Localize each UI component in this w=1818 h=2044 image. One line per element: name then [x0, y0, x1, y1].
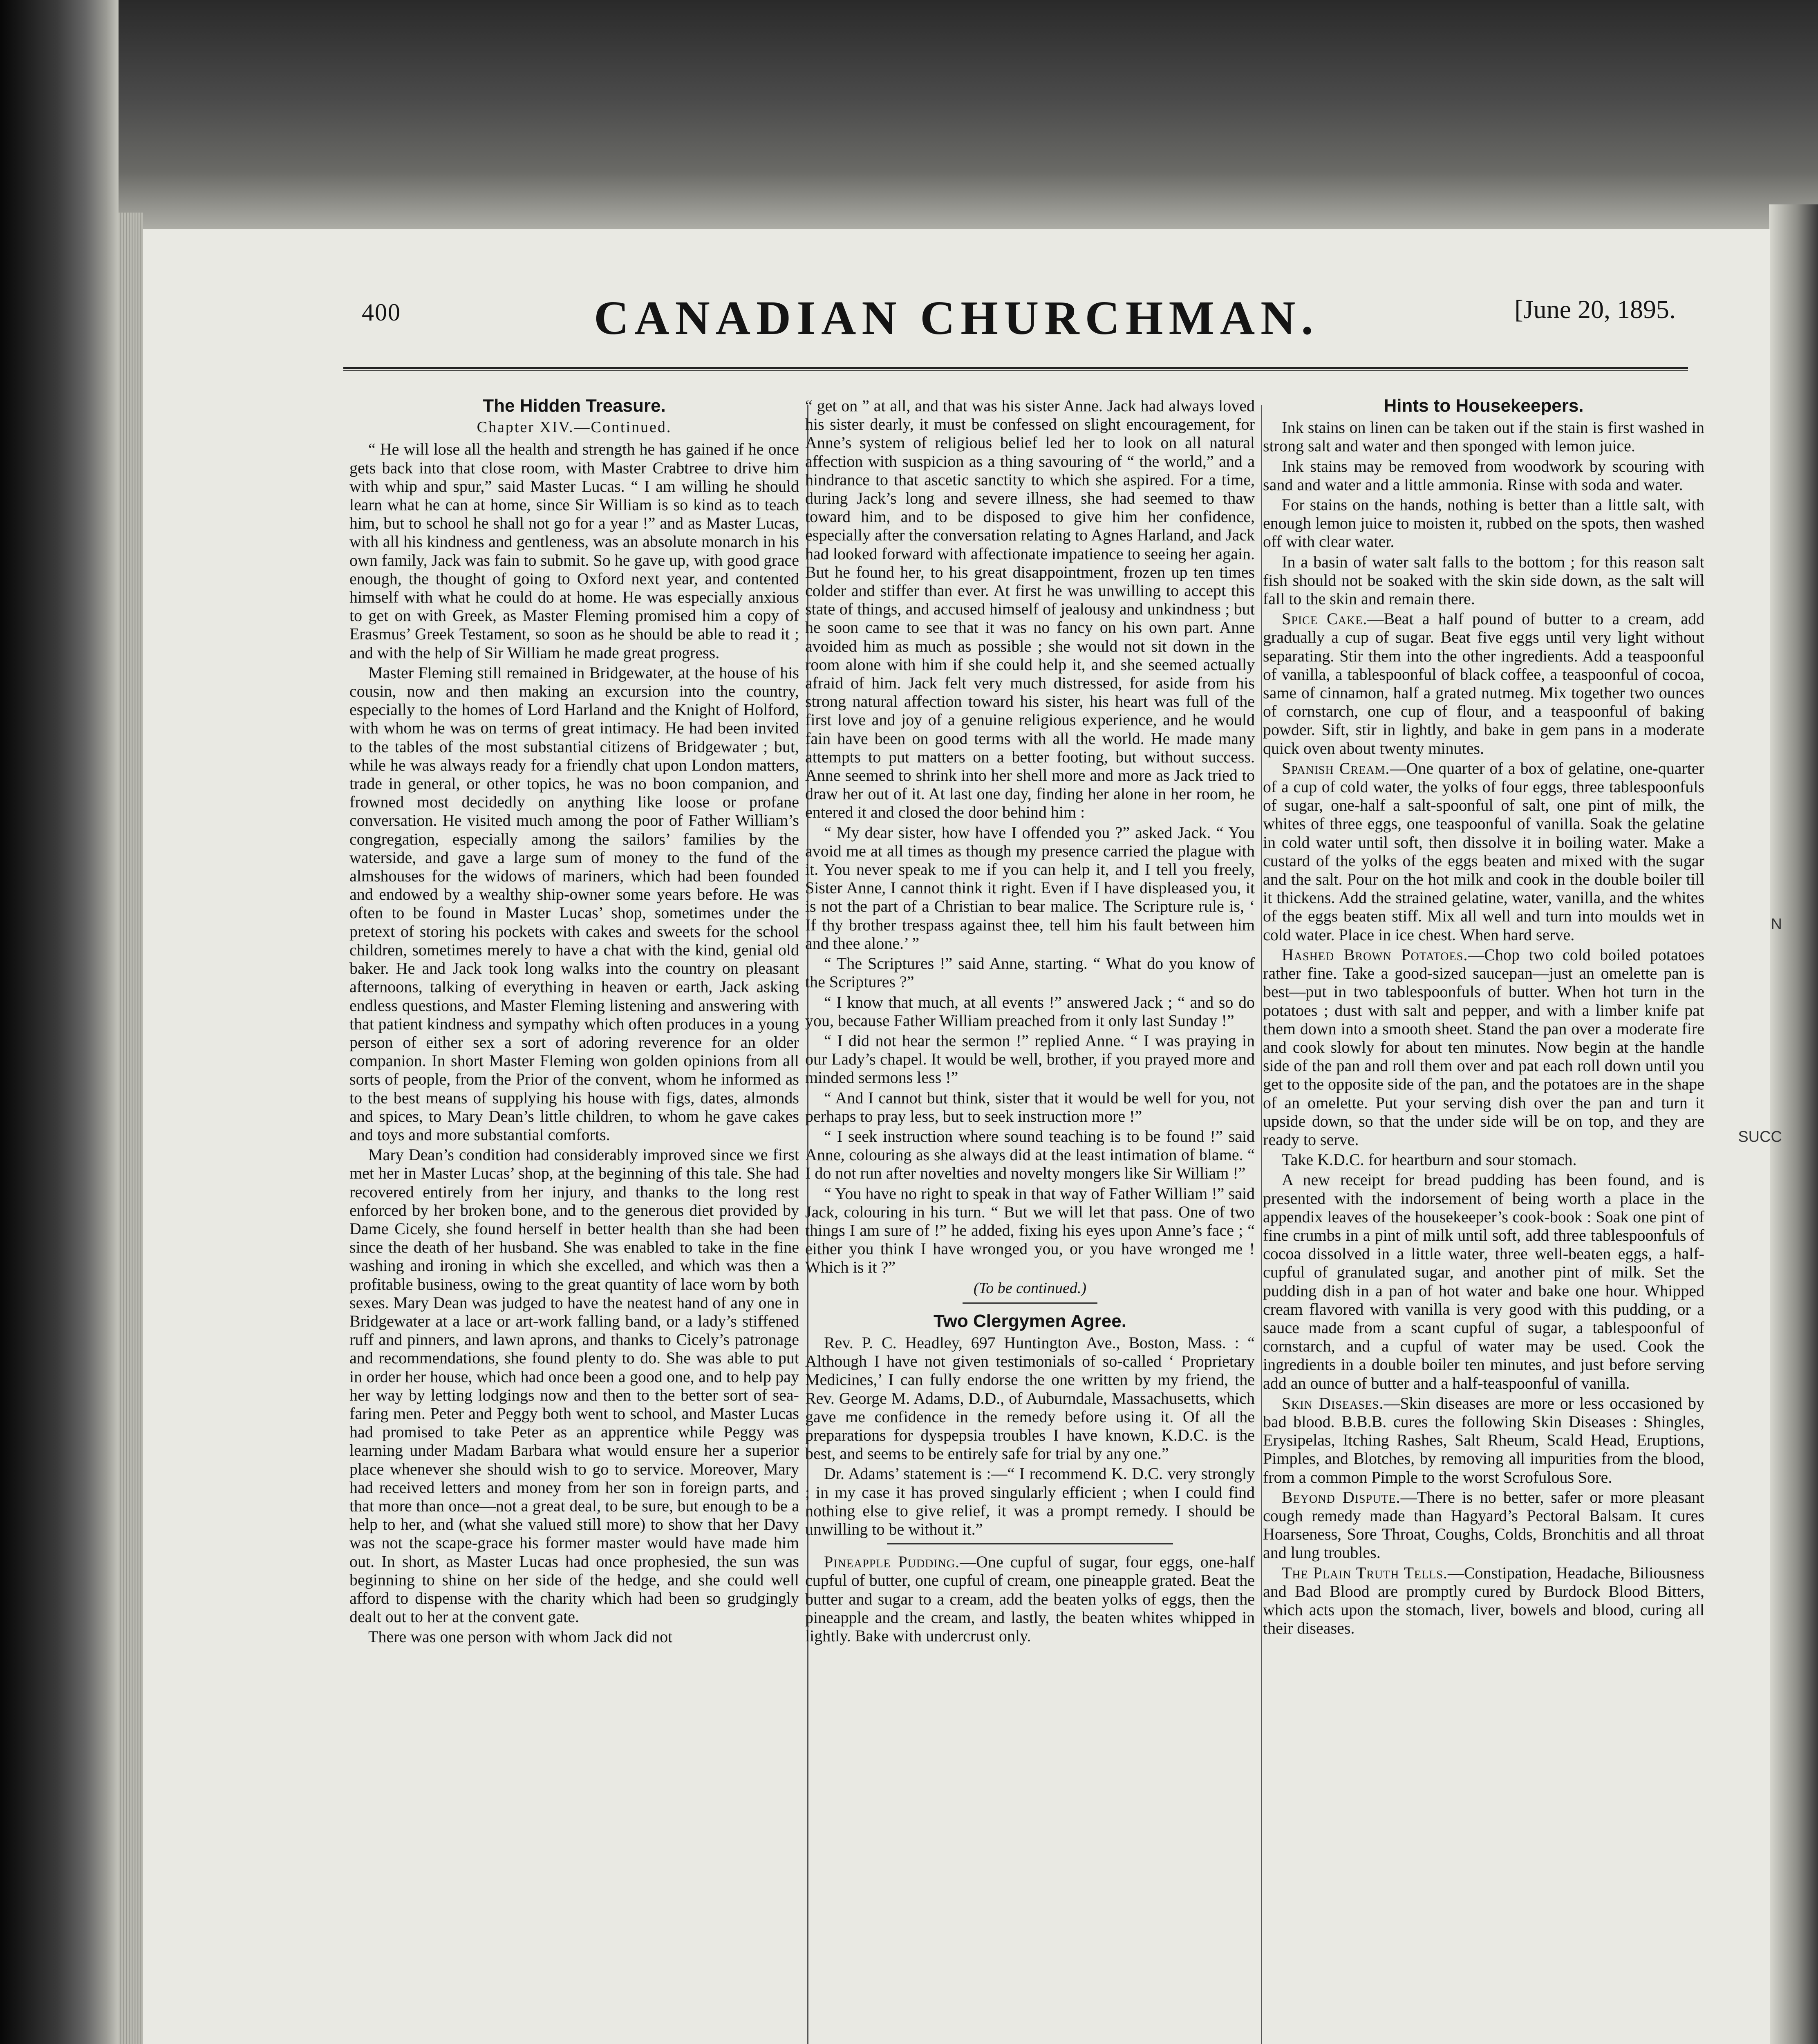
- skin-diseases: [1263, 1394, 1704, 1486]
- edge-fragment: SUCC: [1738, 1128, 1782, 1145]
- story-paragraph: “ I did not hear the sermon !” replied Anne. “ I was praying in our Lady’s chapel. It would be well, brother, if you prayed more and minded sermons less !”: [805, 1031, 1255, 1087]
- right-edge-shadow: [1769, 204, 1818, 2044]
- story-paragraph: “ He will lose all the health and strength he has gained if he once gets back into that close room, with Master Crabtree to drive him with whip and spur,” said Master Lucas. “ I am willing he should learn what he can at home, since Sir William is so kind as to teach him, but to school he shall not go for a year !” and as Master Lucas, with all his kindness and gentleness, was an absolute monarch in his own family, Jack was fain to submit. So he gave up, with good grace enough, the thought of going to Oxford next year, and contented himself with what he could do at home. He was especially anxious to get on with Greek, as Master Fleming promised him a copy of Erasmus’ Greek Testament, so soon as he should be able to read it ; and with the help of Sir William he made great progress.: [349, 440, 799, 662]
- story-paragraph: “ I know that much, at all events !” answered Jack ; “ and so do you, because Father William preached from it only last Sunday !”: [805, 993, 1255, 1030]
- column-1: [349, 397, 799, 1648]
- plain-truth: [1263, 1564, 1704, 1638]
- beyond-dispute: [1263, 1488, 1704, 1562]
- hints-title: Hints to Housekeepers.: [1384, 396, 1584, 416]
- bread-pudding: A new receipt for bread pudding has been found, and is presented with the indorsement of being worth a place in the appendix leaves of the housekeeper’s cook-book : Soak one pint of fine crumbs in a pint of milk until soft, add three tablespoonfuls of cocoa dissolved in a little water, three well-beaten eggs, a half-cupful of granulated sugar, and another pint of milk. Set the pudding dish in a pan of hot water and bake one hour. Whipped cream flavored with vanilla is very good with this pudding, or a sauce made from a scant cupful of sugar, a tablespoonful of cornstarch, and a cupful of water may be used. Cook the ingredients in a double boiler ten minutes, and just before serving add an ounce of butter and a half-teaspoonful of vanilla.: [1263, 1170, 1704, 1392]
- masthead-rule-thin: [343, 370, 1688, 371]
- hashed-potatoes-text: —Chop two cold boiled potatoes rather fine. Take a good-sized saucepan—just an omelette pan is best—put in two tablespoonfuls of butter. When hot turn in the potatoes ; dust with salt and pepper, and with a limber knife pat them down into a smooth sheet. Stand the pan over a moderate fire and cook slowly for about ten minutes. Now begin at the handle side of the pan and roll them over and pat each roll down until you get to the opposite side of the pan, and the potatoes are in the shape of an omelette. Put your serving dish over the pan and turn it upside down, so that the under side will be on top, and they are ready to serve.: [1263, 945, 1705, 1149]
- plain-truth-head: The Plain Truth Tells.: [1282, 1563, 1448, 1582]
- masthead-rule: [343, 367, 1688, 369]
- page-edges: [119, 213, 143, 2044]
- beyond-dispute-head: Beyond Dispute.: [1282, 1488, 1401, 1506]
- to-be-continued: (To be continued.): [973, 1279, 1087, 1297]
- story-paragraph: Master Fleming still remained in Bridgewater, at the house of his cousin, now and then making an excursion into the country, especially to the homes of Lord Harland and the Knight of Holford, with whom he was on terms of great intimacy. He had been invited to the tables of the most substantial citizens of Bridgewater ; but, while he was always ready for a friendly chat upon London matters, trade in general, or other topics, he was no boon companion, and frowned most decidedly on anything like loose or profane conversation. He visited much among the poor of Father William’s congregation, especially among the sailors’ families by the waterside, and gave a large sum of money to the fund of the almshouses for the widows of mariners, which had been founded and endowed by a wealthy ship-owner some years before. He was often to be found in Master Lucas’ shop, sometimes under the pretext of storing his pockets with cakes and sweets for the school children, sometimes merely to have a chat with the kind, genial old baker. He and Jack took long walks into the country on pleasant afternoons, talking of everything in heaven or earth, Jack asking endless questions, and Master Fleming listening and answering with that patient kindness and sympathy which often produces in a young person of either sex a sort of adoring reverence for an older companion. In short Master Fleming won golden opinions from all sorts of people, from the Prior of the convent, whom he informed as to the best means of supplying his house with figs, dates, almonds and spices, to Mary Dean’s little children, to whom he gave cakes and toys and more substantial comforts.: [349, 663, 799, 1144]
- page-number: 400: [362, 299, 401, 326]
- hint-paragraph: Ink stains may be removed from woodwork by scouring with sand and water and a little ammonia. Rinse with soda and water.: [1263, 457, 1704, 494]
- story-paragraph: There was one person with whom Jack did not: [368, 1627, 673, 1646]
- story-paragraph: “ The Scriptures !” said Anne, starting. “ What do you know of the Scriptures ?”: [805, 954, 1255, 991]
- book-binding-shadow: [0, 0, 119, 2044]
- column-divider-2: [1261, 405, 1262, 2044]
- plain-truth-text: —Constipation, Headache, Biliousness and Bad Blood are promptly cured by Burdock Blood Bitters, which acts upon the stomach, liver, bowels and blood, curing all their diseases.: [1263, 1563, 1704, 1638]
- hashed-potatoes-head: Hashed Brown Potatoes.: [1282, 945, 1468, 964]
- story-paragraph: “ You have no right to speak in that way of Father William !” said Jack, colouring in his turn. “ But we will let that pass. One of two things I am sure of !” he added, fixing his eyes upon Anne’s face ; “ either you think I have wronged you, or you have wronged me ! Which is it ?”: [805, 1184, 1255, 1277]
- section-rule: [963, 1302, 1097, 1304]
- masthead-title: CANADIAN CHURCHMAN.: [594, 291, 1319, 345]
- story-paragraph: Mary Dean’s condition had considerably improved since we first met her in Master Lucas’ shop, at the beginning of this tale. She had recovered entirely from her injury, and thanks to the long rest enforced by her broken bone, and to the generous diet provided by Dame Cicely, she found herself in better health than she had been since the death of her husband. She was enabled to take in the fine washing and ironing in which she excelled, and which was then a profitable business, owing to the great quantity of lace worn by both sexes. Mary Dean was judged to have the neatest hand of any one in Bridgewater at a lace or art-work falling band, or a lady’s stiffened ruff and pinners, and lawn aprons, and thanks to Cicely’s patronage and recommendations, she found plenty to do. She was able to put in order her house, which had once been a good one, and to help pay her way by letting lodgings now and then to the better sort of sea-faring men. Peter and Peggy both went to school, and Master Lucas had promised to take Peter as an apprentice while Peggy was learning under Madam Barbara what would ensure her a superior place whenever she should wish to go to service. Moreover, Mary had received letters and money from her son in foreign parts, and that more than once—not a great deal, to be sure, but enough to be a help to her, and (what she valued still more) to show that her Davy was not the scape-grace his former master would have made him out. In short, as Master Lucas had once prophesied, the sun was beginning to shine on her side of the hedge, and she could well afford to dispense with the charity which had been so grudgingly dealt out to her at the convent gate.: [349, 1145, 799, 1626]
- story-paragraph: “ get on ” at all, and that was his sister Anne. Jack had always loved his sister dearly, it must be confessed on slight encouragement, for Anne’s system of religious belief led her to look on all natural affection with suspicion as a thing savouring of “ the world,” and a hindrance to that ascetic sanctity to which she aspired. For a time, during Jack’s long and severe illness, she had seemed to thaw toward him, and to be disposed to give him her confidence, especially after the conversation relating to Agnes Harland, and Jack had looked forward with affectionate impatience to seeing her again. But he found her, to his great disappointment, frozen up ten times colder and stiffer than ever. At first he was unwilling to accept this state of things, and accused himself of jealousy and unkindness ; but he soon came to see that it was no fancy on his own part. Anne avoided him as much as possible ; she would not sit down in the room alone with him if she could help it, and she seemed actually afraid of him. Jack felt very much distressed, for aside from his strong natural affection toward his sister, his heart was full of the first love and joy of a genuine religious experience, and he would fain have been on good terms with all the world. He made many attempts to put matters on a better footing, but without success. Anne seemed to shrink into her shell more and more as Jack tried to draw her out of it. At last one day, finding her alone in her room, he entered it and closed the door behind him :: [805, 397, 1255, 822]
- story-paragraph: “ My dear sister, how have I offended you ?” asked Jack. “ You avoid me at all times as though my presence carried the plague with it. You never speak to me if you can help it, and I tell you freely, Sister Anne, I cannot think it right. Even if I have displeased you, it is not the part of a Christian to bear malice. The Scripture rule is, ‘ If thy brother trespass against thee, tell him his fault between him and thee alone.’ ”: [805, 823, 1255, 953]
- story-paragraph: “ I seek instruction where sound teaching is to be found !” said Anne, colouring as she always did at the least intimation of blame. “ I do not run after novelties and novelty mongers like Sir William !”: [805, 1127, 1255, 1183]
- skin-diseases-text: —Skin diseases are more or less occasioned by bad blood. B.B.B. cures the following Skin Diseases : Shingles, Erysipelas, Itching Rashes, Salt Rheum, Scald Head, Eruptions, Pimples, and Blotches, by removing all impurities from the blood, from a common Pimple to the worst Scrofulous Sore.: [1263, 1394, 1704, 1486]
- spanish-cream-text: —One quarter of a box of gelatine, one-quarter of a cup of cold water, the yolks of four eggs, three tablespoonfuls of sugar, one-half a salt-spoonful of salt, one pint of milk, the whites of three eggs, one teaspoonful of vanilla. Soak the gelatine in cold water until soft, then dissolve it in boiling water. Make a custard of the yolks of the eggs beaten and mixed with the sugar and the salt. Pour on the hot milk and cook in the double boiler till it thickens. Add the strained gelatine, water, vanilla, and the whites of the eggs beaten stiff. Mix all well and turn into moulds wet in cold water. Place in ice chest. When hard serve.: [1263, 759, 1704, 944]
- spice-cake-head: Spice Cake.: [1282, 610, 1368, 628]
- clergymen-title: Two Clergymen Agree.: [934, 1311, 1126, 1331]
- kdc-notice: Take K.D.C. for heartburn and sour stomach.: [1282, 1150, 1577, 1169]
- hashed-potatoes: [1263, 946, 1704, 1149]
- hint-paragraph: Ink stains on linen can be taken out if the stain is first washed in strong salt and water and then sponged with lemon juice.: [1263, 418, 1704, 455]
- section-rule: [887, 1543, 1173, 1544]
- masthead-bar: [143, 290, 1770, 360]
- beyond-dispute-text: —There is no better, safer or more pleasant cough remedy made than Hagyard’s Pectoral Balsam. It cures Hoarseness, Sore Throat, Coughs, Colds, Bronchitis and all throat and lung troubles.: [1263, 1488, 1704, 1562]
- pineapple-pudding: [805, 1553, 1255, 1645]
- column-3: [1263, 397, 1704, 1639]
- spanish-cream-head: Spanish Cream.: [1282, 759, 1390, 778]
- clergymen-paragraph: Rev. P. C. Headley, 697 Huntington Ave., Boston, Mass. : “ Although I have not given testimonials of so-called ‘ Proprietary Medicines,’ I can fully endorse the one written by my friend, the Rev. George M. Adams, D.D., of Auburndale, Massachusetts, which gave me confidence in the remedy before using it. Of all the preparations for dyspepsia troubles I have known, K.D.C. is the best, and seems to be entirely safe for trial by any one.”: [805, 1333, 1255, 1463]
- pineapple-text: —One cupful of sugar, four eggs, one-half cupful of butter, one cupful of cream, one pineapple grated. Beat the butter and sugar to a cream, add the beaten yolks of eggs, then the pineapple and the cream, and lastly, the beaten whites whipped in lightly. Bake with undercrust only.: [805, 1553, 1255, 1645]
- chapter-heading: Chapter XIV.—Continued.: [477, 419, 672, 436]
- clergymen-paragraph: Dr. Adams’ statement is :—“ I recommend K. D.C. very strongly ; in my case it has proved singularly efficient ; when I could find nothing else to give relief, it was a prompt remedy. I should be unwilling to be without it.”: [805, 1464, 1255, 1538]
- edge-fragment: N: [1771, 916, 1782, 933]
- spice-cake-text: —Beat a half pound of butter to a cream, add gradually a cup of sugar. Beat five eggs until very light without separating. Stir them into the other ingredients. Add a teaspoonful of vanilla, a tablespoonful of black coffee, a teaspoonful of cocoa, same of cinnamon, half a grated nutmeg. Mix together two ounces of cornstarch, one cup of flour, and a teaspoonful of baking powder. Sift, stir in lightly, and bake in gem pans in a moderate quick oven about twenty minutes.: [1263, 610, 1704, 758]
- hint-paragraph: For stains on the hands, nothing is better than a little salt, with enough lemon juice to moisten it, rubbed on the spots, then washed off with clear water.: [1263, 495, 1704, 551]
- story-paragraph: “ And I cannot but think, sister that it would be well for you, not perhaps to pray less, but to seek instruction more !”: [805, 1088, 1255, 1125]
- newspaper-page: [143, 229, 1782, 2044]
- skin-diseases-head: Skin Diseases.: [1282, 1394, 1384, 1412]
- column-2: [805, 397, 1255, 1647]
- hint-paragraph: In a basin of water salt falls to the bottom ; for this reason salt fish should not be soaked with the skin side down, as the salt will fall to the skin and remain there.: [1263, 552, 1704, 608]
- spice-cake: [1263, 610, 1704, 758]
- issue-date: [June 20, 1895.: [1514, 295, 1676, 324]
- pineapple-head: Pineapple Pudding.: [824, 1553, 960, 1571]
- spanish-cream: [1263, 759, 1704, 944]
- story-title: The Hidden Treasure.: [483, 396, 666, 416]
